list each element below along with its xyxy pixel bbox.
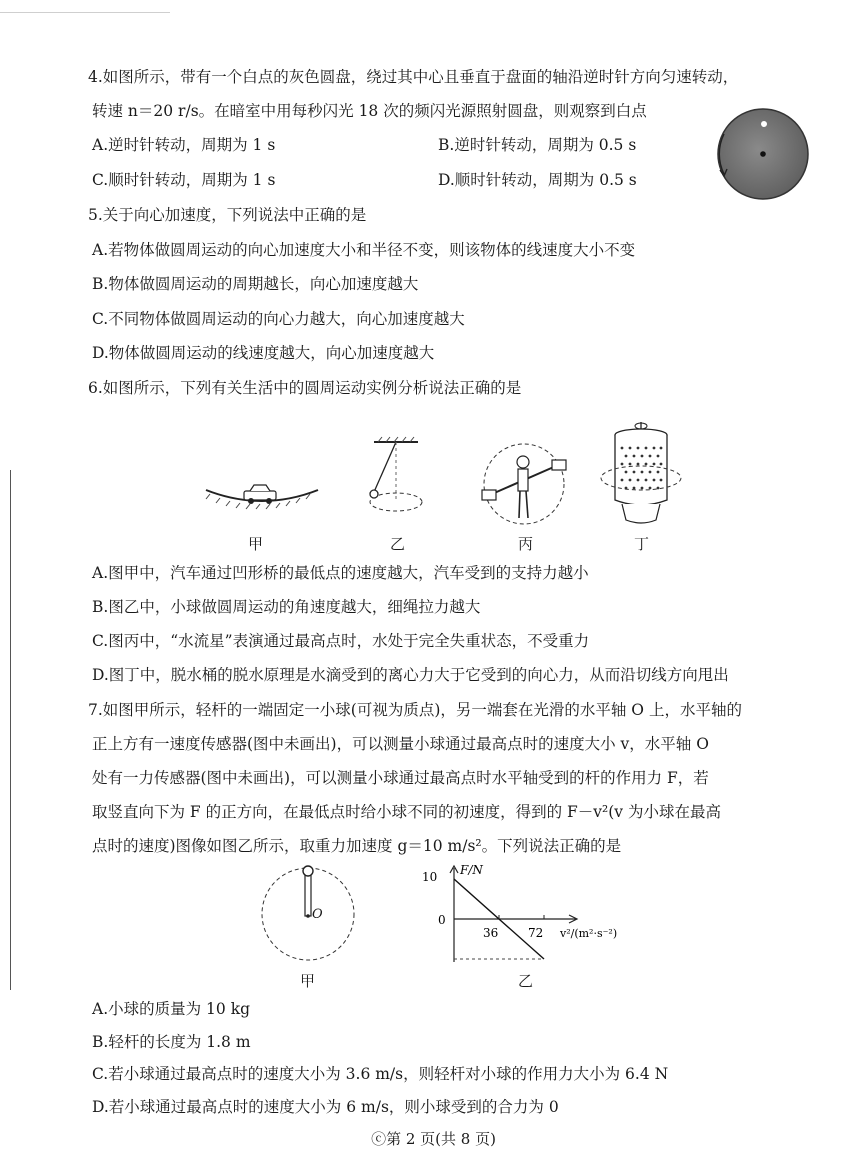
q7-stem-line1: 7.如图甲所示，轻杆的一端固定一小球(可视为质点)，另一端套在光滑的水平轴 O 上，水平轴的 bbox=[88, 701, 742, 719]
q4-option-b: B.逆时针转动，周期为 0.5 s bbox=[438, 136, 637, 154]
q4-option-a: A.逆时针转动，周期为 1 s bbox=[92, 136, 276, 154]
q5-option-b: B.物体做圆周运动的周期越长，向心加速度越大 bbox=[92, 275, 419, 293]
q7-stem-line3: 处有一力传感器(图中未画出)，可以测量小球通过最高点时水平轴受到的杆的作用力 F，若 bbox=[92, 769, 709, 787]
car-wheel bbox=[266, 498, 272, 504]
cup-left bbox=[482, 490, 496, 500]
car-body bbox=[244, 491, 276, 500]
q6-option-a: A.图甲中，汽车通过凹形桥的最低点的速度越大，汽车受到的支持力越小 bbox=[92, 564, 589, 582]
small-ball bbox=[303, 866, 313, 876]
axis-o bbox=[306, 914, 310, 918]
q4-option-c: C.顺时针转动，周期为 1 s bbox=[92, 171, 276, 189]
water-meteor-figure bbox=[476, 440, 572, 530]
white-dot bbox=[761, 121, 767, 127]
disk-center bbox=[760, 151, 766, 157]
origin-label: 0 bbox=[438, 913, 446, 927]
pendulum-ball bbox=[370, 490, 378, 498]
rotating-disk-figure bbox=[708, 100, 812, 204]
car-roof bbox=[250, 485, 270, 491]
spin-dryer-figure bbox=[600, 420, 682, 532]
string bbox=[374, 442, 396, 492]
q7-option-a: A.小球的质量为 10 kg bbox=[92, 1000, 251, 1018]
figure-caption-bing: 丙 bbox=[518, 535, 534, 553]
conical-pendulum-figure bbox=[360, 436, 440, 526]
performer-body bbox=[518, 469, 528, 491]
performer-leg bbox=[519, 491, 520, 518]
y-axis-label: F/N bbox=[460, 863, 483, 877]
q4-stem-line2: 转速 n＝20 r/s。在暗室中用每秒闪光 18 次的频闪光源照射圆盘，则观察到白点 bbox=[92, 102, 647, 120]
q5-option-a: A.若物体做圆周运动的向心加速度大小和半径不变，则该物体的线速度大小不变 bbox=[92, 241, 636, 259]
x-tick-label: 36 bbox=[483, 926, 499, 940]
q7-option-c: C.若小球通过最高点时的速度大小为 3.6 m/s，则轻杆对小球的作用力大小为 6.4 N bbox=[92, 1065, 669, 1083]
margin-line bbox=[10, 470, 11, 990]
figure-caption-jia: 甲 bbox=[248, 535, 264, 553]
figure-caption-ding: 丁 bbox=[634, 535, 650, 553]
q6-option-c: C.图丙中，“水流星”表演通过最高点时，水处于完全失重状态，不受重力 bbox=[92, 632, 590, 650]
axis-o-label: O bbox=[312, 907, 323, 922]
q7-stem-line2: 正上方有一速度传感器(图中未画出)，可以测量小球通过最高点时的速度大小 v，水平轴 O bbox=[92, 735, 709, 753]
x-axis-label: v²/(m²·s⁻²) bbox=[560, 927, 618, 940]
q7-stem-line5: 点时的速度)图像如图乙所示，取重力加速度 g＝10 m/s²。下列说法正确的是 bbox=[92, 837, 622, 855]
q7-stem-line4: 取竖直向下为 F 的正方向，在最低点时给小球不同的初速度，得到的 F－v²(v 为小球在最高 bbox=[92, 803, 721, 821]
q6-option-d: D.图丁中，脱水桶的脱水原理是水滴受到的离心力大于它受到的向心力，从而沿切线方向甩出 bbox=[92, 666, 729, 684]
figure-caption-yi: 乙 bbox=[390, 535, 406, 553]
drum-base bbox=[622, 504, 660, 523]
q4-option-d: D.顺时针转动，周期为 0.5 s bbox=[438, 171, 637, 189]
y-tick-label: 10 bbox=[422, 870, 438, 884]
page-footer: ⓒ第 2 页(共 8 页) bbox=[371, 1130, 496, 1148]
force-velocity-chart bbox=[420, 862, 650, 972]
q4-stem-line1: 4.如图所示，带有一个白点的灰色圆盘，绕过其中心且垂直于盘面的轴沿逆时针方向匀速转动， bbox=[88, 68, 739, 86]
q6-stem: 6.如图所示，下列有关生活中的圆周运动实例分析说法正确的是 bbox=[88, 379, 522, 397]
q7-option-d: D.若小球通过最高点时的速度大小为 6 m/s，则小球受到的合力为 0 bbox=[92, 1098, 559, 1116]
drum-body bbox=[615, 435, 667, 505]
q7-option-b: B.轻杆的长度为 1.8 m bbox=[92, 1033, 251, 1051]
car-wheel bbox=[248, 498, 254, 504]
q6-option-b: B.图乙中，小球做圆周运动的角速度越大，细绳拉力越大 bbox=[92, 598, 481, 616]
performer-leg bbox=[526, 491, 528, 518]
q5-option-d: D.物体做圆周运动的线速度越大，向心加速度越大 bbox=[92, 344, 435, 362]
rod-ball-figure bbox=[256, 862, 360, 966]
q5-option-c: C.不同物体做圆周运动的向心力越大，向心加速度越大 bbox=[92, 310, 465, 328]
cup-right bbox=[552, 460, 566, 470]
car-bridge-figure bbox=[200, 470, 324, 520]
x-tick-label: 72 bbox=[528, 926, 544, 940]
figure-caption-yi: 乙 bbox=[518, 972, 534, 990]
figure-caption-jia: 甲 bbox=[300, 972, 316, 990]
scan-edge-mark bbox=[0, 12, 170, 13]
performer-head bbox=[517, 456, 529, 468]
light-rod bbox=[305, 872, 311, 916]
q5-stem: 5.关于向心加速度，下列说法中正确的是 bbox=[88, 206, 367, 224]
